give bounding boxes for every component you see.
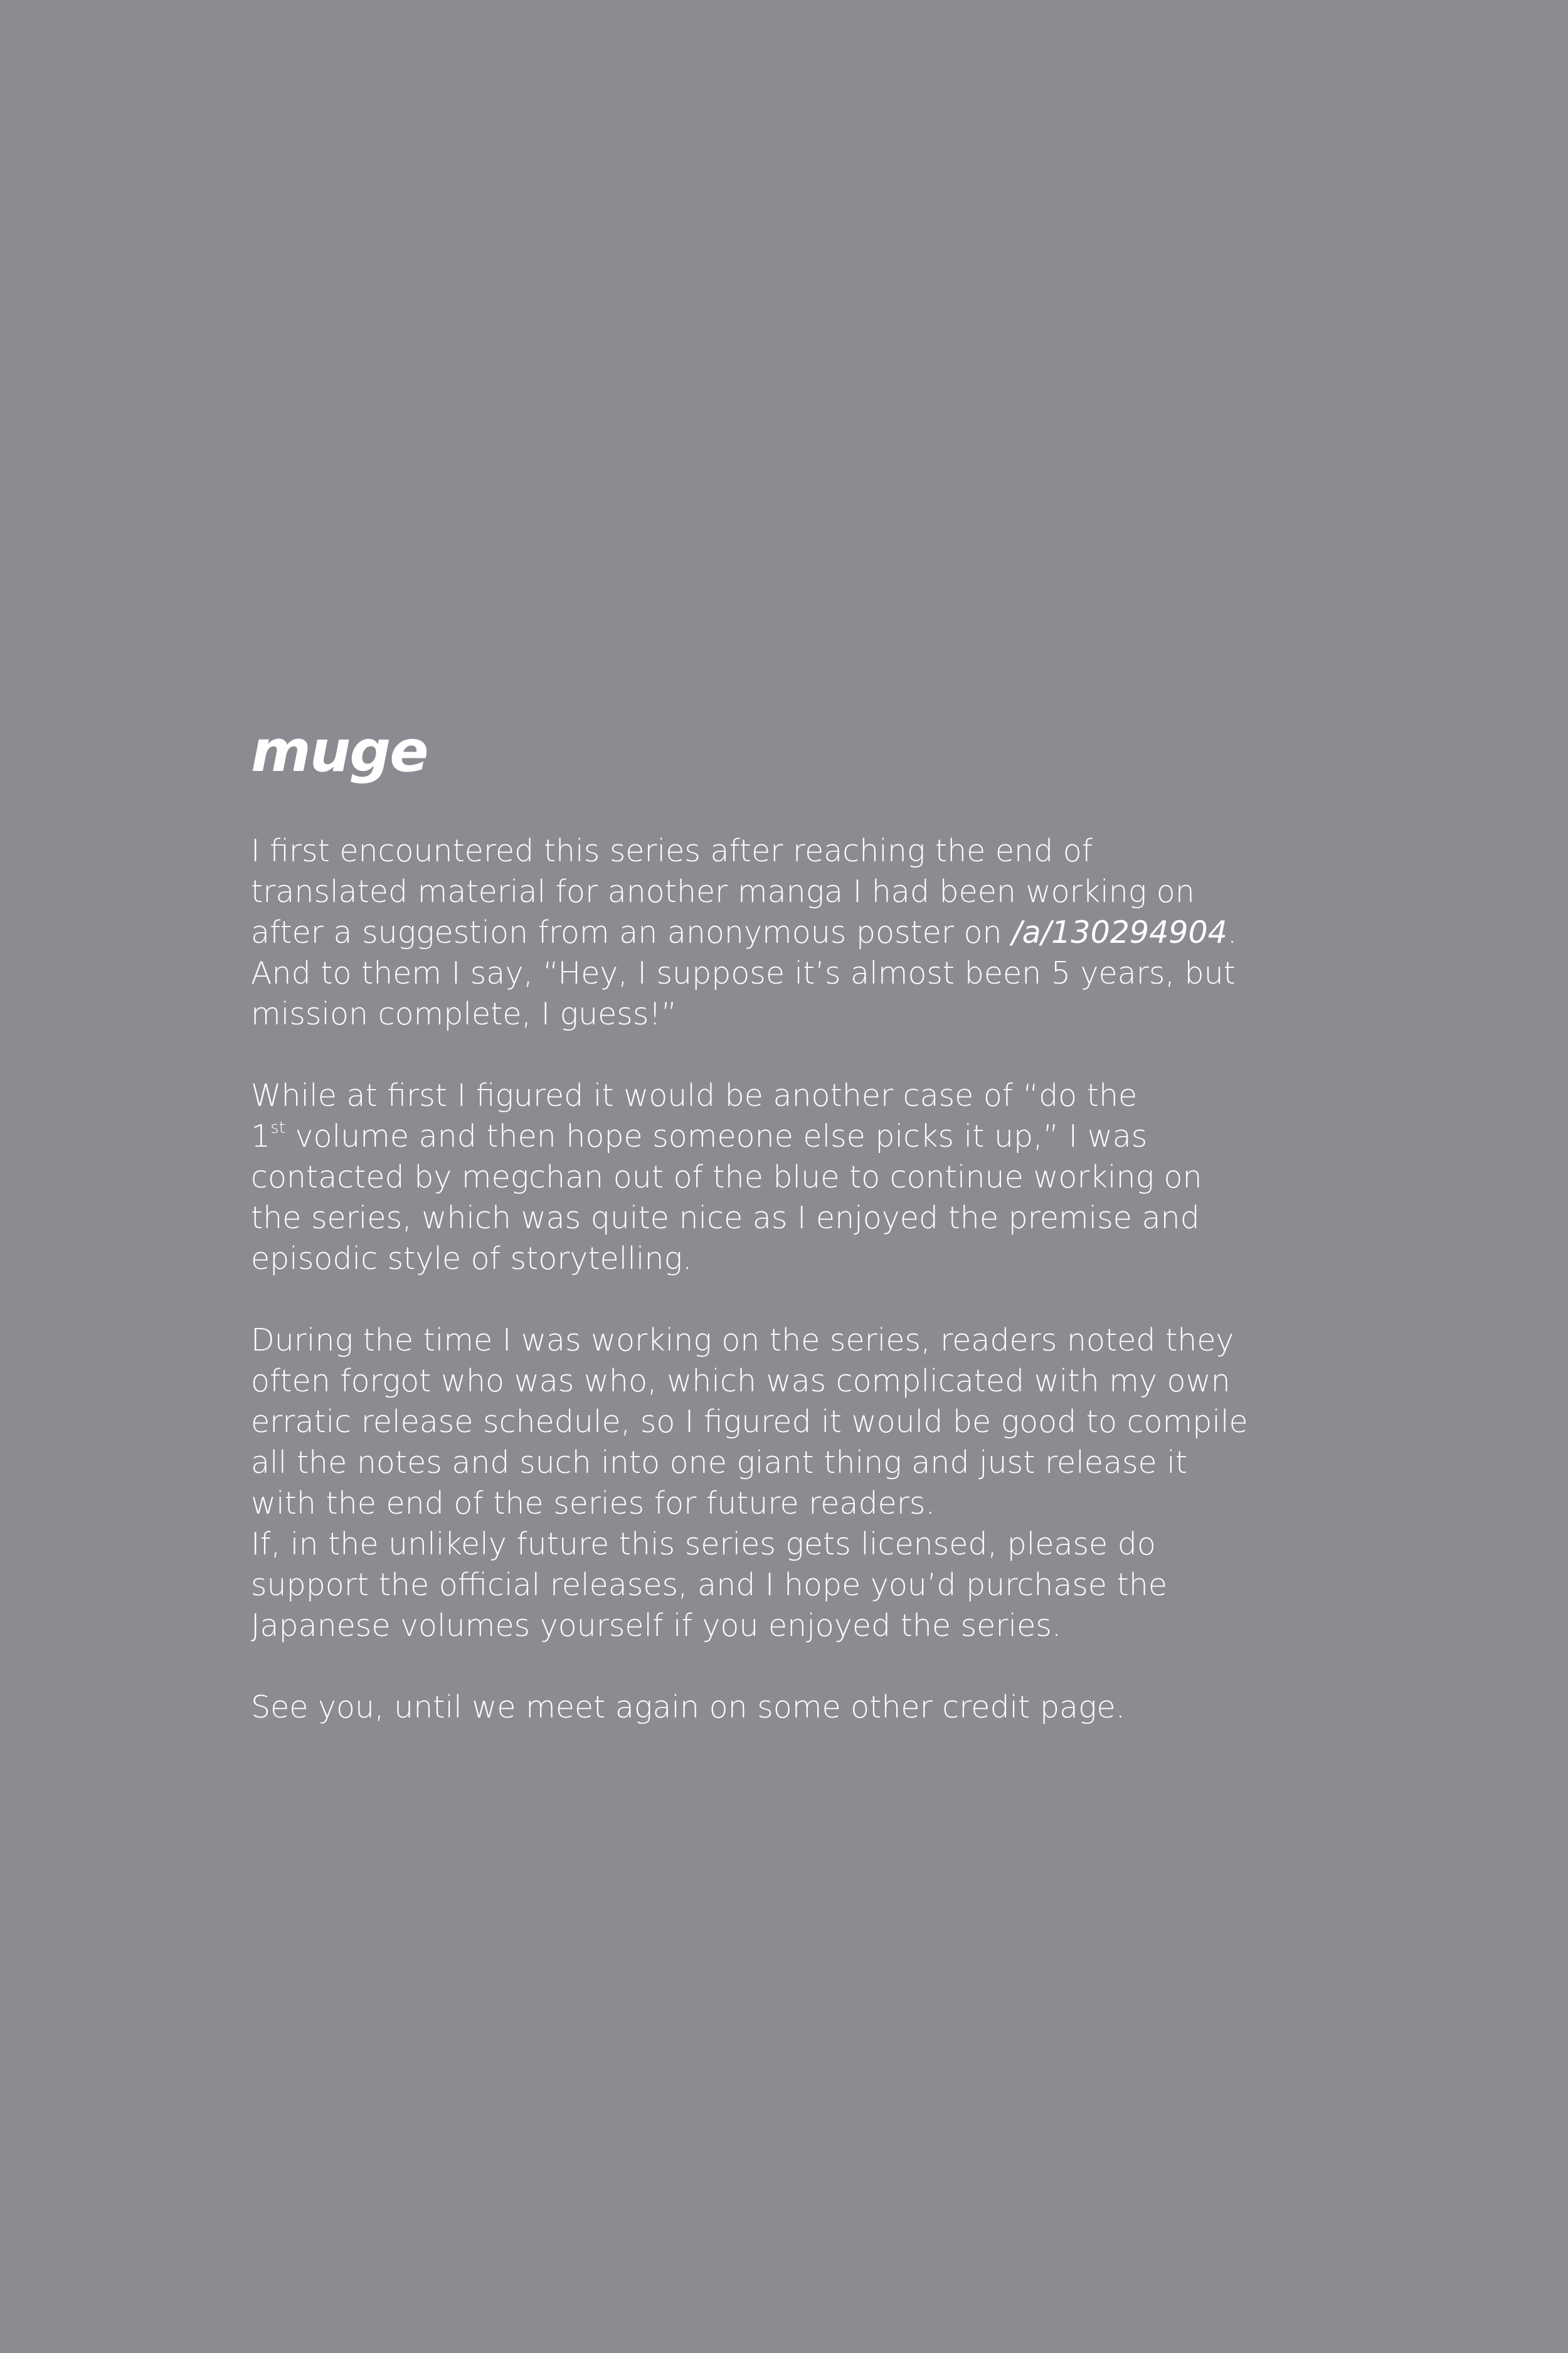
- paragraph-notes: [251, 1320, 1279, 1646]
- credit-content: [251, 710, 1279, 1728]
- paragraph-spacer: [251, 1279, 1279, 1320]
- text-line: [251, 912, 1279, 953]
- ordinal-suffix: st: [270, 1118, 285, 1137]
- text-line: contacted by megchan out of the blue to continue working on: [251, 1159, 1202, 1195]
- text-fragment: volume and then hope someone else picks it up,” I was: [285, 1118, 1148, 1154]
- text-line: If, in the unlikely future this series gets licensed, please do: [251, 1526, 1156, 1562]
- text-line: episodic style of storytelling.: [251, 1241, 692, 1277]
- text-line: Japanese volumes yourself if you enjoyed the series.: [251, 1608, 1062, 1644]
- text-line: And to them I say, “Hey, I suppose it’s almost been 5 years, but: [251, 955, 1236, 991]
- paragraph-farewell: [251, 1687, 1279, 1728]
- paragraph-encounter: [251, 831, 1279, 1034]
- text-fragment: .: [1227, 915, 1237, 950]
- text-line: During the time I was working on the series, readers noted they: [251, 1322, 1234, 1358]
- text-line: See you, until we meet again on some other credit page.: [251, 1689, 1126, 1725]
- text-line: the series, which was quite nice as I enjoyed the premise and: [251, 1200, 1200, 1236]
- text-line: I first encountered this series after reaching the end of: [251, 833, 1093, 869]
- text-line: translated material for another manga I had been working on: [251, 874, 1195, 910]
- text-line: all the notes and such into one giant thing and just release it: [251, 1445, 1188, 1480]
- text-line: often forgot who was who, which was complicated with my own: [251, 1363, 1231, 1399]
- paragraph-spacer: [251, 1646, 1279, 1687]
- author-name: muge: [251, 718, 428, 785]
- paragraph-spacer: [251, 1034, 1279, 1075]
- text-line: mission complete, I guess!”: [251, 996, 677, 1032]
- text-line: While at first I figured it would be another case of “do the: [251, 1078, 1138, 1113]
- board-thread-reference: /a/130294904: [1012, 915, 1227, 950]
- text-line: support the official releases, and I hope you’d purchase the: [251, 1567, 1168, 1603]
- text-line: with the end of the series for future readers.: [251, 1485, 935, 1521]
- text-fragment: after a suggestion from an anonymous poster on: [251, 915, 1012, 950]
- ordinal-number: 1: [251, 1118, 271, 1154]
- text-line: [251, 1116, 1279, 1157]
- paragraph-continuation: [251, 1075, 1279, 1279]
- text-line: erratic release schedule, so I figured it would be good to compile: [251, 1404, 1248, 1440]
